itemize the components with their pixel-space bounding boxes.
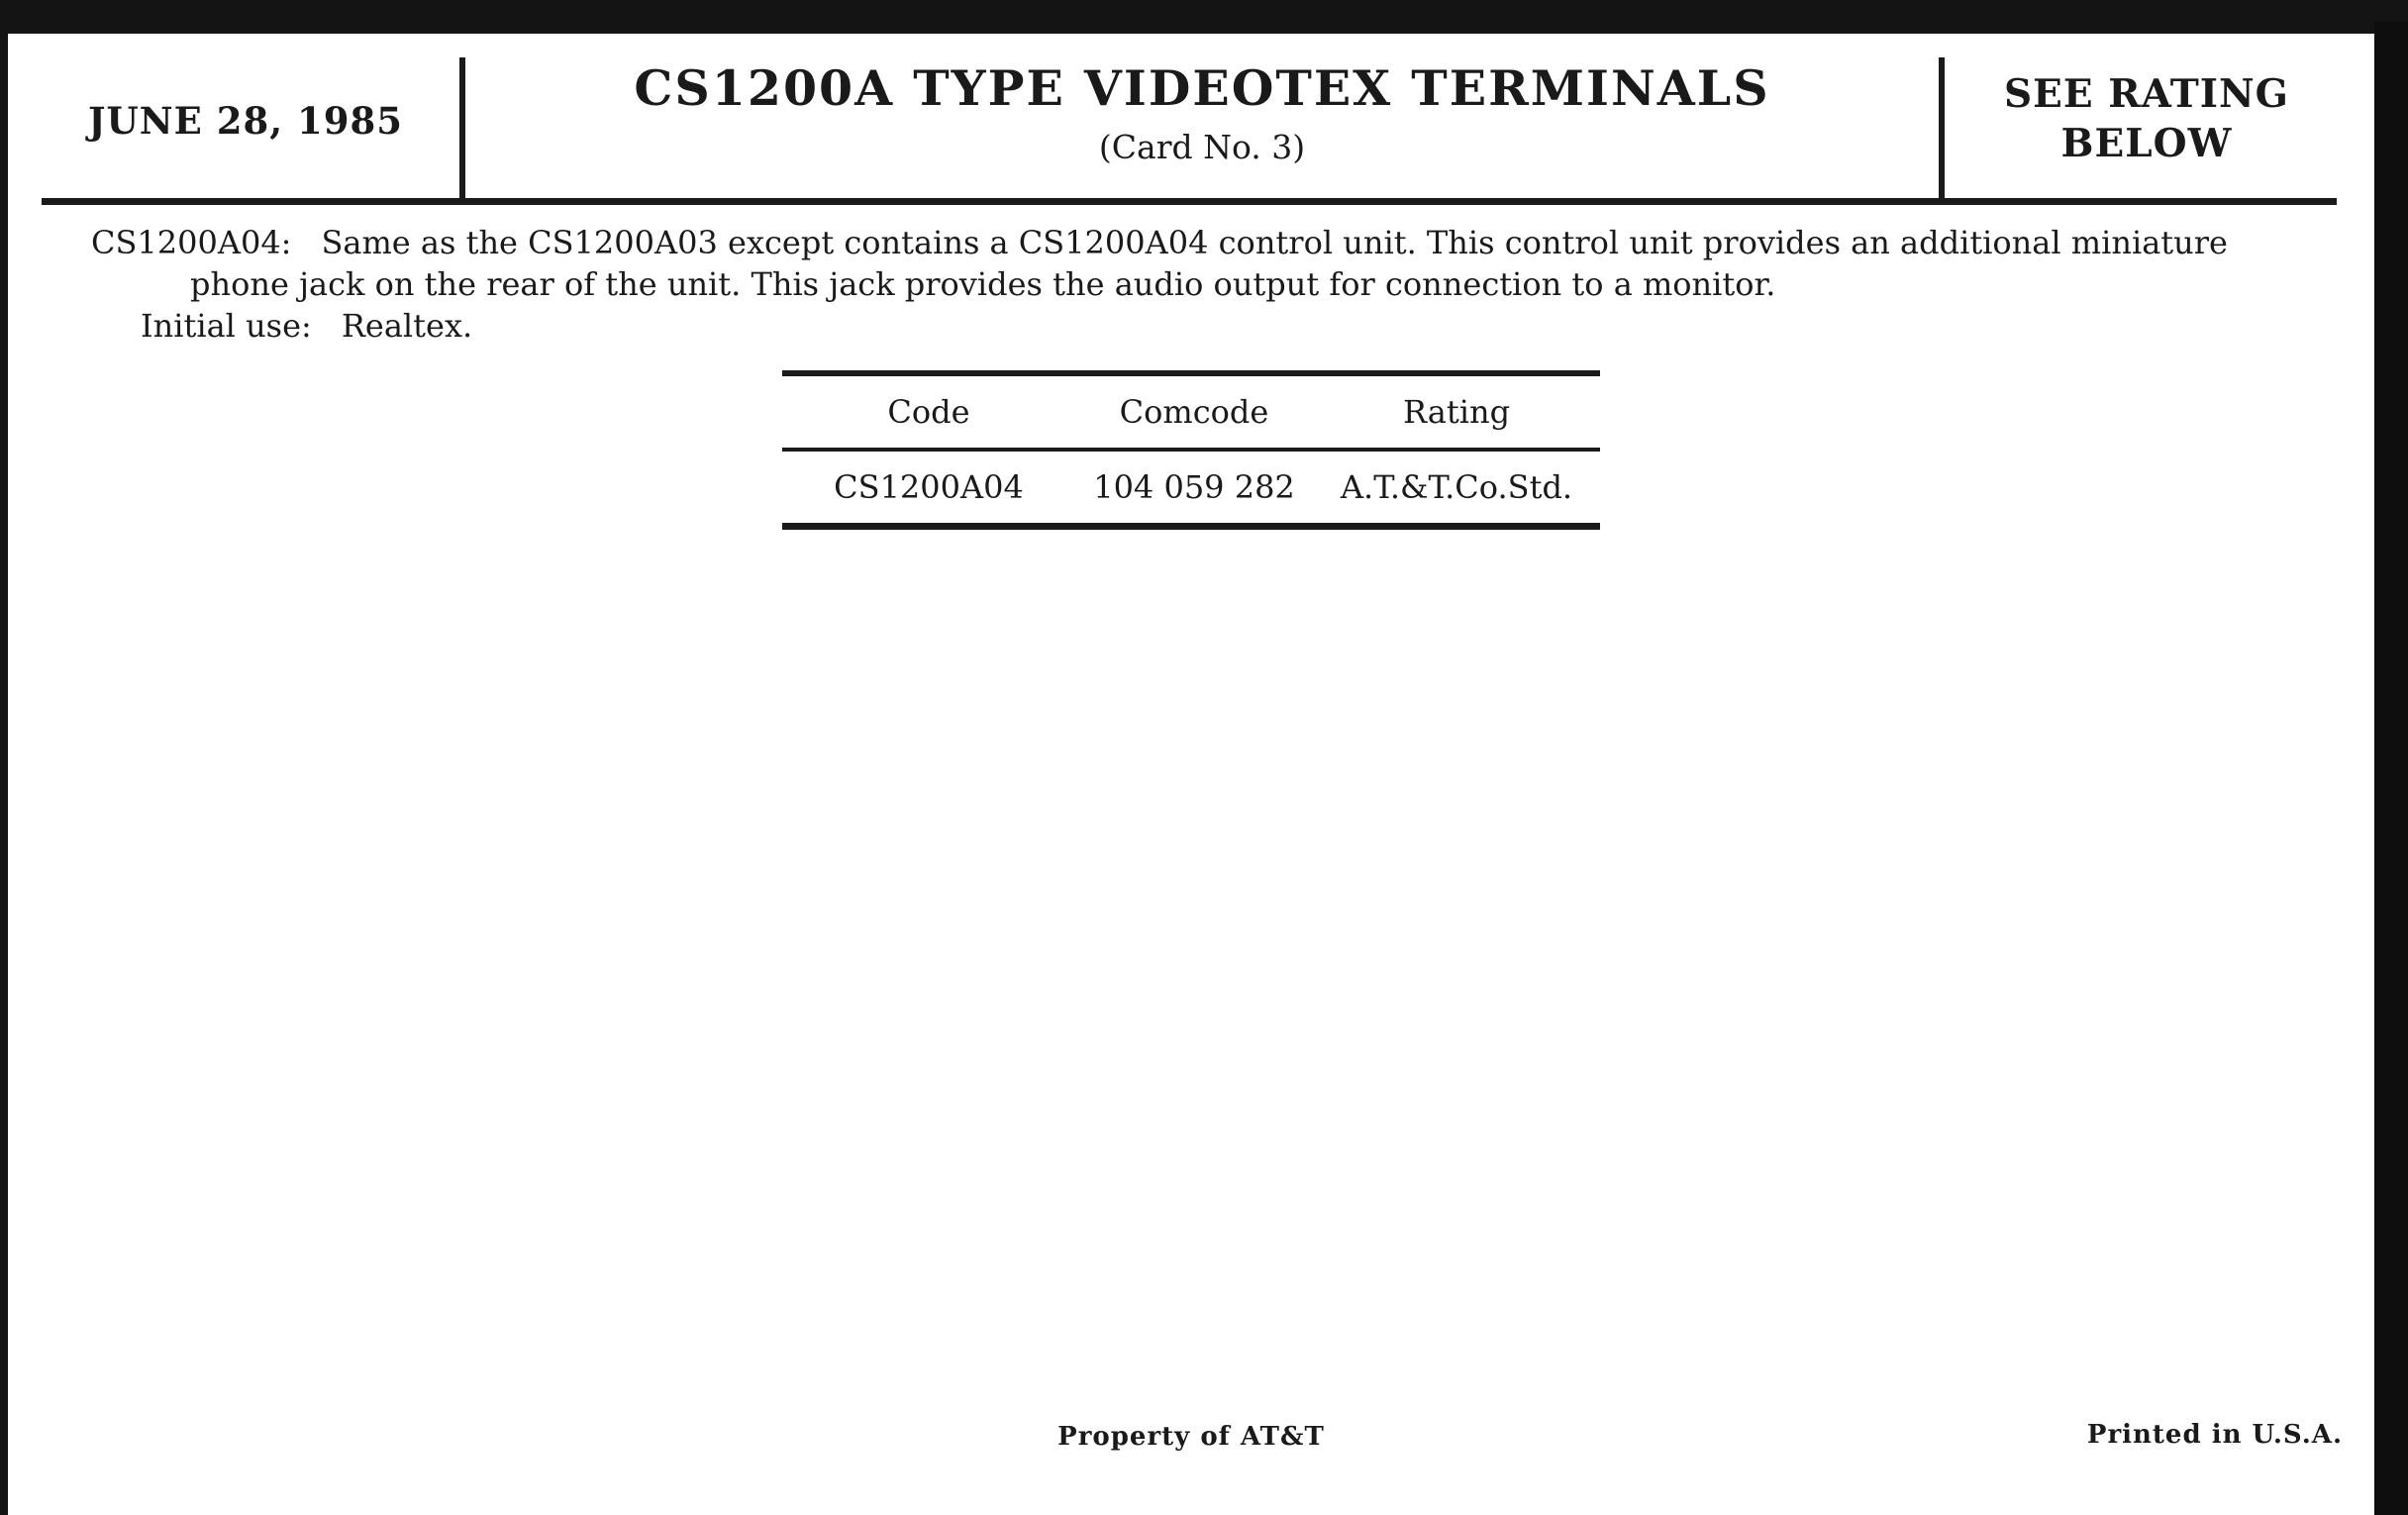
- card-title: CS1200A TYPE VIDEOTEX TERMINALS: [634, 59, 1770, 117]
- card-number: (Card No. 3): [1098, 127, 1306, 166]
- header-comcode: Comcode: [1075, 373, 1313, 450]
- header-rule: [42, 198, 2337, 205]
- cell-rating: A.T.&T.Co.Std.: [1313, 450, 1600, 527]
- table-row: [782, 450, 1600, 527]
- issue-date: JUNE 28, 1985: [88, 99, 403, 143]
- card-body: [91, 222, 2329, 347]
- description-paragraph: [91, 222, 2329, 305]
- header-divider-right: [1939, 57, 1945, 200]
- code-label: CS1200A04:: [91, 224, 292, 261]
- cell-code: CS1200A04: [782, 450, 1075, 527]
- description-text: Same as the CS1200A03 except contains a CS1200A04 control unit. This control unit provides an additional miniature phone jack on the rear of the unit. This jack provides the audio output for connection to a monitor.: [190, 224, 2228, 303]
- initial-use-value: Realtex.: [341, 307, 473, 345]
- initial-use-label: Initial use:: [141, 307, 312, 345]
- initial-use-line: [91, 305, 2329, 347]
- rating-note-line1: SEE RATING: [2004, 71, 2289, 117]
- record-card: [8, 34, 2374, 1515]
- header-code: Code: [782, 373, 1075, 450]
- cell-comcode: 104 059 282: [1075, 450, 1313, 527]
- printed-notice: Printed in U.S.A.: [2086, 1420, 2343, 1450]
- rating-table: [782, 370, 1600, 530]
- rating-note-line2: BELOW: [2060, 121, 2233, 166]
- scan-edge-right: [2374, 22, 2408, 1515]
- title-block: [465, 59, 1939, 166]
- header-rating: Rating: [1313, 373, 1600, 450]
- property-notice: Property of AT&T: [1057, 1422, 1325, 1452]
- table-header-row: [782, 373, 1600, 450]
- rating-note: [1949, 69, 2345, 168]
- card-header: [8, 34, 2374, 200]
